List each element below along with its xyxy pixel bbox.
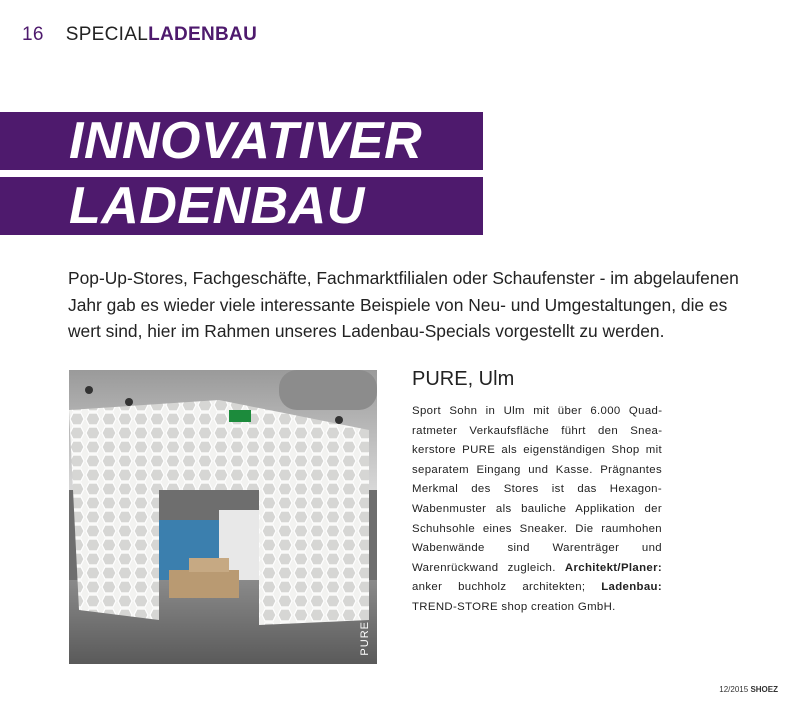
photo-credit: PURE (359, 621, 371, 656)
magazine-name: SHOEZ (750, 685, 778, 694)
section-label: SPECIAL (65, 24, 149, 45)
page-header (22, 24, 257, 46)
architect-label: Architekt/Planer: (564, 561, 663, 574)
architect-value: anker buchholz architekten; (412, 581, 586, 594)
store-photo (69, 370, 377, 664)
title-line-2: LADENBAU (69, 177, 365, 235)
article-text: Sport Sohn in Ulm mit über 6.000 Quadratmeter Verkaufsfläche führt den Sneakerstore PURE als eigenständigen Shop mit separatem Eingang und Kasse. Prägnantes Merkmal des Stores ist das Hexagon-Wabenmuster als bauliche Applikation der Schuhsohle eines Sneaker. Die raumhohen Wabenwände sind Warenträger und Warenrückwand zugleich. (412, 405, 662, 574)
title-line-1: INNOVATIVER (69, 112, 423, 170)
ladenbau-label: Ladenbau: (601, 581, 662, 594)
section-label-bold: LADENBAU (148, 24, 258, 45)
article-body (412, 402, 662, 618)
title-bar-1 (0, 112, 483, 170)
ladenbau-value: TREND-STORE shop creation GmbH. (412, 600, 616, 613)
title-bar-2 (0, 177, 483, 235)
article-title: PURE, Ulm (412, 368, 515, 390)
issue-label: 12/2015 (719, 685, 749, 694)
page-number: 16 (22, 24, 44, 45)
page-footer (719, 685, 778, 694)
intro-paragraph: Pop-Up-Stores, Fachgeschäfte, Fachmarktfilialen oder Schaufenster - im abgelaufenen Jahr gab es wieder viele interessante Beispiele von Neu- und Umgestaltungen, die es wert sind, hier im Rahmen unseres Ladenbau-Specials vorgestellt zu werden. (68, 268, 739, 341)
